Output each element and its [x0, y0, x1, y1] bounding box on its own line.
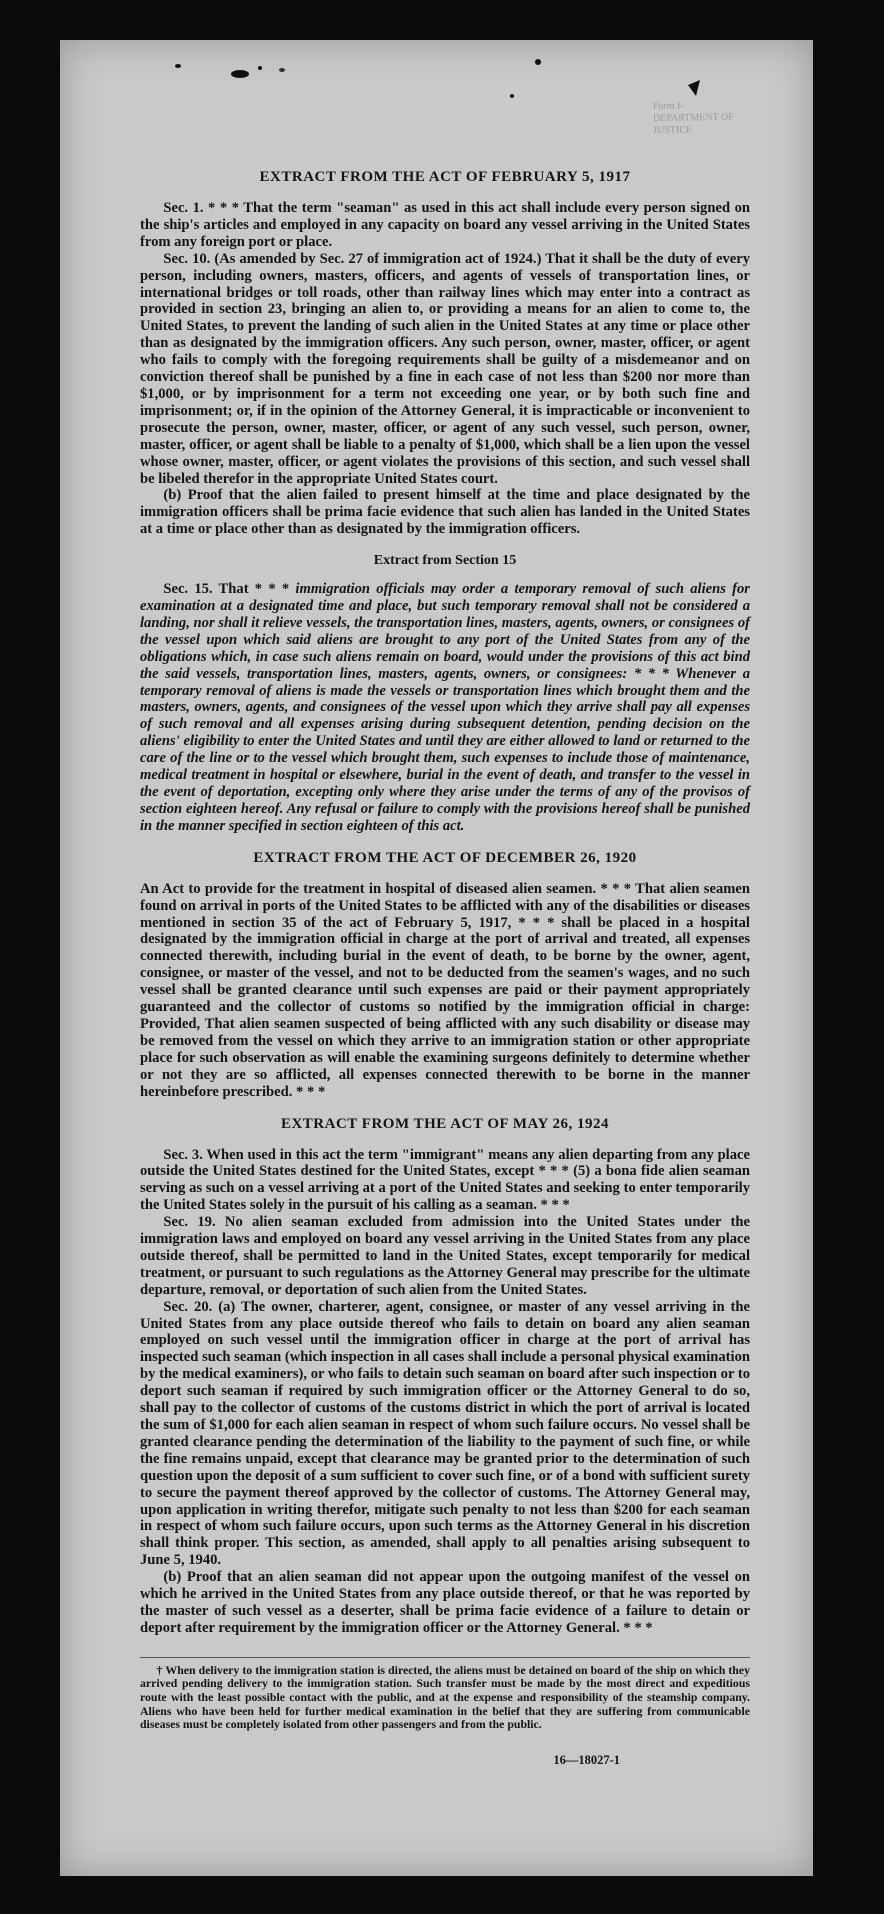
faint-form-stamp [653, 99, 774, 137]
speck [510, 94, 514, 98]
stamp-line-2: DEPARTMENT OF JUSTICE [652, 111, 734, 137]
heading-act-1920: EXTRACT FROM THE ACT OF DECEMBER 26, 1920 [253, 849, 637, 866]
stamp-line-1: Form I- [652, 100, 684, 113]
heading-act-1917: EXTRACT FROM THE ACT OF FEBRUARY 5, 1917 [259, 169, 631, 185]
paragraph-act-1920: An Act to provide for the treatment in hospital of diseased alien seamen. * * * That alien seamen found on arrival in ports of the United States to be afflicted with any of the disabilities or diseases mentioned in section 35 of the act of February 5, 1917, * * * shall be placed in a hospital designated by the immigration official in charge at the port of arrival and treated, all expenses connected therewith, including burial in the event of death, to be borne by the owner, agent, consignee, or master of the vessel, and not to be deducted from the seamen's wages, and no such vessel shall be granted clearance until such expenses are paid or their payment appropriately guaranteed and the collector of customs so notified by the immigration official in charge: Provided, That alien seamen suspected of being afflicted with any such disability or disease may be removed from the vessel on which they arrive to an immigration station or other appropriate place for such observation as will enable the examining surgeons definitely to determine whether or not they are so afflicted, all expenses connected therewith to be borne in the manner hereinbefore prescribed. * * * [140, 880, 750, 1100]
paragraph-sec-10b: (b) Proof that the alien failed to present himself at the time and place designated by the immigration officers shall be prima facie evidence that such alien has landed in the United States at a time or place other than as designated by the immigration officers. [140, 487, 750, 538]
speck [231, 70, 249, 78]
document-page [60, 40, 813, 1876]
section-block-15 [140, 581, 750, 835]
paragraph-sec-19: Sec. 19. No alien seaman excluded from admission into the United States under the immigration laws and employed on board any vessel arriving in the United States from any place outside thereof, shall be permitted to land in the United States, except temporarily for medical treatment, or pursuant to such regulations as the Attorney General may prescribe for the ultimate departure, removal, or deportation of such alien from the United States. [140, 1214, 750, 1298]
heading-section-15: Extract from Section 15 [373, 553, 517, 569]
speck [535, 59, 541, 65]
form-number: 16—18027-1 [553, 1752, 620, 1767]
section-block-1917 [140, 200, 750, 538]
speck [279, 68, 285, 72]
speck [175, 64, 181, 68]
speck [258, 66, 262, 70]
section-block-1924 [140, 1147, 750, 1637]
footnote: † When delivery to the immigration station is directed, the aliens must be detained on board of the ship on which they arrived pending delivery to the immigration station. Such transfer must be made by the most direct and expeditious route with the least possible contact with the public, and at the expense and responsibility of the steamship company. Aliens who have been held for further medical examination in the belief that they are suffering from communicable diseases must be completely isolated from other passengers and from the public. [140, 1657, 750, 1732]
heading-act-1924: EXTRACT FROM THE ACT OF MAY 26, 1924 [280, 1115, 610, 1132]
sec-15-italic-text: immigration officials may order a temporary removal of such aliens for examination at a designated time and place, but such temporary removal shall not be considered a landing, nor shall it relieve vessels, the transportation lines, masters, agents, owners, or consignees of the vessel upon which said aliens are brought to any port of the United States from any of the obligations which, in case such aliens remain on board, would under the provisions of this act bind the said vessels, transportation lines, masters, agents, owners, or consignees: * * * Whenever a temporary removal of aliens is made the vessels or transportation lines which brought them and the masters, owners, agents, and consignees of the vessel upon which they arrive shall pay all expenses of such removal and all expenses arising during subsequent detention, pending decision on the aliens' eligibility to enter the United States and until they are either allowed to land or returned to the care of the line or to the vessel which brought them, such expenses to include those of maintenance, medical treatment in hospital or elsewhere, burial in the event of death, and transfer to the vessel in the event of deportation, excepting only where they arise under the terms of any of the provisos of section eighteen hereof. Any refusal or failure to comply with the provisions hereof shall be punished in the manner specified in section eighteen of this act. [140, 581, 750, 834]
paragraph-sec-3: Sec. 3. When used in this act the term "immigrant" means any alien departing from any place outside the United States destined for the United States, except * * * (5) a bona fide alien seaman serving as such on a vessel arriving at a port of the United States and seeking to enter temporarily the United States solely in the pursuit of his calling as a seaman. * * * [140, 1146, 750, 1214]
paragraph-sec-10: Sec. 10. (As amended by Sec. 27 of immigration act of 1924.) That it shall be the duty of every person, including owners, masters, officers, and agents of vessels of transportation lines, or international bridges or toll roads, other than railway lines which may enter into a contract as provided in section 23, bringing an alien to, or providing a means for an alien to come to, the United States, to prevent the landing of such alien in the United States at any time or place other than as designated by the immigration officers. Any such person, owner, master, officer, or agent who fails to comply with the foregoing requirements shall be guilty of a misdemeanor and on conviction thereof shall be punished by a fine in each case of not less than $200 nor more than $1,000, or by imprisonment for a term not exceeding one year, or by both such fine and imprisonment; or, if in the opinion of the Attorney General, it is impracticable or inconvenient to prosecute the person, owner, master, officer, or agent of any such vessel, such person, owner, master, officer, or agent shall be liable to a penalty of $1,000, which shall be a lien upon the vessel whose owner, master, officer, or agent violates the provisions of this section, and such vessel shall be libeled therefor in the appropriate United States court. [140, 250, 750, 487]
paragraph-sec-20: Sec. 20. (a) The owner, charterer, agent, consignee, or master of any vessel arriving in the United States from any place outside thereof who fails to detain on board any alien seaman employed on such vessel until the immigration officer in charge at the port of arrival has inspected such seaman (which inspection in all cases shall include a personal physical examination by the medical examiners), or who fails to detain such seaman on board after such inspection or to deport such seaman if required by such immigration officer or the Attorney General to do so, shall pay to the collector of customs of the customs district in which the port of arrival is located the sum of $1,000 for each alien seaman in respect of whom such failure occurs. No vessel shall be granted clearance pending the determination of the liability to the payment of such fine, or while the fine remains unpaid, except that clearance may be granted prior to the determination of such question upon the deposit of a sum sufficient to cover such fine, or of a bond with sufficient surety to secure the payment thereof approved by the collector of customs. The Attorney General may, upon application in writing therefor, mitigate such penalty to not less than $200 for each seaman in respect of whom such failure occurs, upon such terms as the Attorney General in his discretion shall think proper. This section, as amended, shall apply to all penalties arising subsequent to June 5, 1940. [140, 1298, 750, 1569]
sec-15-lead: Sec. 15. That * * * [163, 581, 296, 598]
section-block-1920 [140, 881, 750, 1101]
paragraph-sec-15 [140, 581, 750, 835]
speck [688, 80, 700, 96]
document-body [140, 168, 750, 1769]
paragraph-sec-1: Sec. 1. * * * That the term "seaman" as used in this act shall include every person signed on the ship's articles and employed in any capacity on board any vessel arriving in the United States from any foreign port or place. [140, 200, 750, 250]
paragraph-sec-20b: (b) Proof that an alien seaman did not appear upon the outgoing manifest of the vessel on which he arrived in the United States from any place outside thereof, or that he was reported by the master of such vessel as a deserter, shall be prima facie evidence of a failure to detain or deport after requirement by the immigration officer or the Attorney General. * * * [140, 1569, 750, 1636]
